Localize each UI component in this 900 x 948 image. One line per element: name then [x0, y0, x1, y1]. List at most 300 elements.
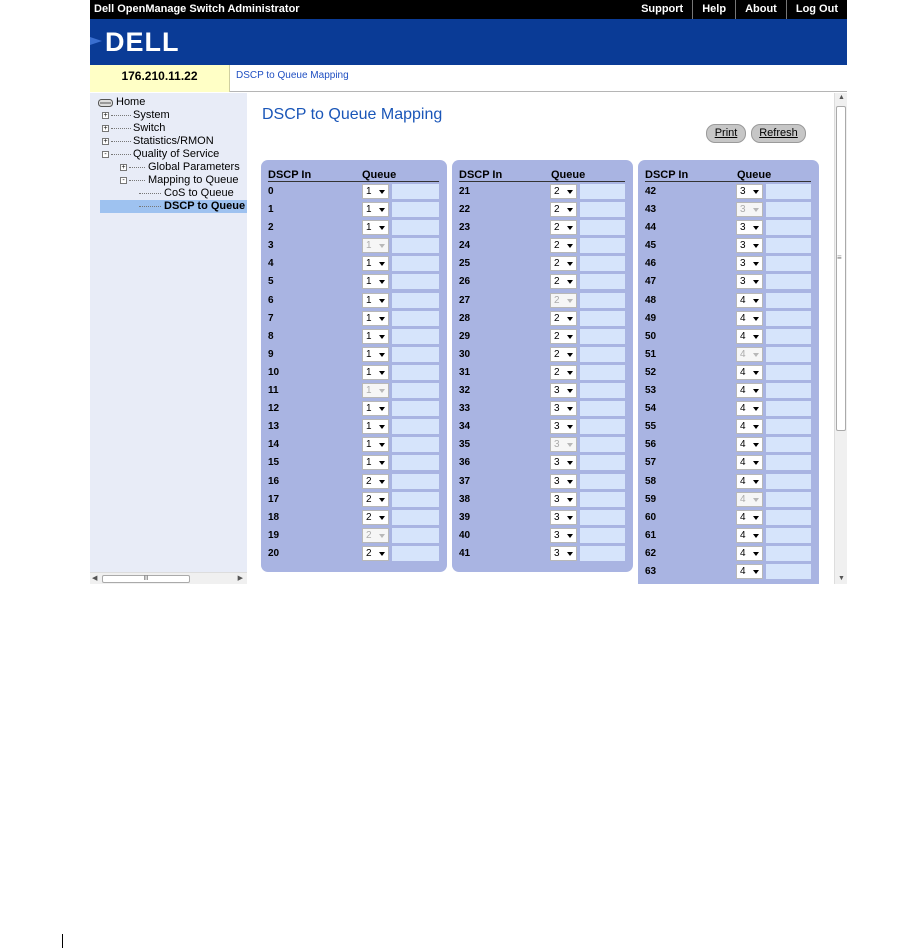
- dscp-row: [645, 329, 811, 347]
- queue-value: 1: [366, 276, 372, 288]
- dropdown-arrow-icon[interactable]: [753, 480, 759, 484]
- dscp-value: 27: [459, 294, 471, 306]
- queue-select[interactable]: [550, 528, 577, 543]
- queue-select[interactable]: [550, 455, 577, 470]
- queue-select[interactable]: [550, 220, 577, 235]
- queue-value: 2: [366, 547, 372, 559]
- dropdown-arrow-icon[interactable]: [379, 443, 385, 447]
- queue-select[interactable]: [550, 274, 577, 289]
- dropdown-arrow-icon[interactable]: [753, 299, 759, 303]
- dscp-row: [459, 329, 625, 347]
- dscp-row: [459, 474, 625, 492]
- queue-select[interactable]: [362, 274, 389, 289]
- queue-cell: [392, 256, 439, 271]
- dscp-row: [268, 365, 439, 383]
- queue-select: [550, 293, 577, 308]
- queue-value: 1: [366, 403, 372, 415]
- scroll-down-icon[interactable]: ▼: [838, 575, 845, 582]
- queue-select[interactable]: [362, 347, 389, 362]
- dropdown-arrow-icon[interactable]: [753, 552, 759, 556]
- queue-select[interactable]: [736, 293, 763, 308]
- dropdown-arrow-icon[interactable]: [567, 461, 573, 465]
- dropdown-arrow-icon[interactable]: [379, 226, 385, 230]
- dscp-row: [268, 202, 439, 220]
- logout-link[interactable]: Log Out: [786, 0, 847, 19]
- dropdown-arrow-icon[interactable]: [567, 190, 573, 194]
- queue-value: 4: [740, 366, 746, 378]
- dropdown-arrow-icon[interactable]: [567, 280, 573, 284]
- dropdown-arrow-icon[interactable]: [753, 226, 759, 230]
- dscp-value: 41: [459, 547, 471, 559]
- dscp-value: 22: [459, 204, 471, 216]
- queue-select[interactable]: [362, 329, 389, 344]
- tree-item-global-parameters[interactable]: [120, 161, 245, 174]
- dscp-row: [459, 202, 625, 220]
- queue-cell: [766, 202, 811, 217]
- queue-select[interactable]: [736, 329, 763, 344]
- dscp-row: [268, 528, 439, 546]
- queue-cell: [580, 220, 625, 235]
- dscp-panel-2: [452, 160, 633, 572]
- queue-select[interactable]: [736, 256, 763, 271]
- queue-select[interactable]: [362, 419, 389, 434]
- vertical-scrollbar[interactable]: [834, 93, 847, 584]
- queue-header: Queue: [737, 169, 772, 181]
- queue-select[interactable]: [362, 311, 389, 326]
- queue-select[interactable]: [736, 564, 763, 579]
- queue-cell: [766, 220, 811, 235]
- dscp-row: [268, 347, 439, 365]
- dropdown-arrow-icon[interactable]: [567, 208, 573, 212]
- dscp-row: [645, 202, 811, 220]
- queue-cell: [580, 419, 625, 434]
- dropdown-arrow-icon[interactable]: [753, 262, 759, 266]
- dropdown-arrow-icon[interactable]: [379, 461, 385, 465]
- dscp-value: 11: [268, 385, 279, 397]
- queue-select[interactable]: [550, 510, 577, 525]
- top-links: [632, 0, 847, 19]
- queue-value: 3: [740, 240, 746, 252]
- queue-cell: [392, 293, 439, 308]
- dscp-value: 30: [459, 348, 471, 360]
- about-link[interactable]: About: [735, 0, 786, 19]
- queue-select[interactable]: [550, 238, 577, 253]
- dscp-value: 13: [268, 421, 280, 433]
- collapse-icon[interactable]: -: [102, 151, 109, 158]
- dropdown-arrow-icon[interactable]: [567, 425, 573, 429]
- dscp-value: 15: [268, 457, 280, 469]
- queue-value: 4: [740, 547, 746, 559]
- queue-select[interactable]: [362, 437, 389, 452]
- queue-value: 2: [554, 222, 560, 234]
- queue-cell: [766, 256, 811, 271]
- queue-select[interactable]: [736, 474, 763, 489]
- queue-cell: [580, 383, 625, 398]
- queue-cell: [392, 347, 439, 362]
- dscp-value: 21: [459, 186, 471, 197]
- queue-select[interactable]: [550, 419, 577, 434]
- dropdown-arrow-icon[interactable]: [567, 335, 573, 339]
- page-title: DSCP to Queue Mapping: [262, 106, 443, 123]
- tree-label: Statistics/RMON: [133, 135, 214, 147]
- dscp-value: 1: [268, 204, 274, 216]
- panel-header: [459, 169, 625, 182]
- dscp-value: 51: [645, 348, 657, 360]
- dropdown-arrow-icon[interactable]: [753, 190, 759, 194]
- scroll-left-icon[interactable]: ◀: [92, 575, 98, 582]
- dscp-row: [645, 401, 811, 419]
- dropdown-arrow-icon[interactable]: [753, 371, 759, 375]
- queue-value: 2: [554, 258, 560, 270]
- queue-value: 3: [554, 421, 560, 433]
- queue-value: 1: [366, 457, 372, 469]
- dropdown-arrow-icon[interactable]: [379, 190, 385, 194]
- dscp-row: [645, 419, 811, 437]
- queue-select[interactable]: [736, 383, 763, 398]
- dscp-row: [459, 383, 625, 401]
- tree-item-quality-of-service[interactable]: [102, 148, 242, 161]
- dropdown-arrow-icon[interactable]: [379, 498, 385, 502]
- queue-select[interactable]: [362, 202, 389, 217]
- queue-select[interactable]: [362, 401, 389, 416]
- queue-select[interactable]: [362, 293, 389, 308]
- dscp-row: [268, 492, 439, 510]
- queue-select[interactable]: [362, 492, 389, 507]
- dscp-row: [268, 256, 439, 274]
- switch-admin-window: [90, 0, 847, 584]
- queue-cell: [766, 528, 811, 543]
- queue-cell: [766, 293, 811, 308]
- queue-cell: [392, 437, 439, 452]
- dropdown-arrow-icon[interactable]: [753, 461, 759, 465]
- dropdown-arrow-icon[interactable]: [567, 389, 573, 393]
- queue-select[interactable]: [362, 455, 389, 470]
- dropdown-arrow-icon: [379, 534, 385, 538]
- dscp-value: 34: [459, 421, 471, 433]
- dscp-value: 14: [268, 439, 280, 451]
- dropdown-arrow-icon: [753, 353, 759, 357]
- breadcrumb: DSCP to Queue Mapping: [236, 70, 349, 81]
- dropdown-arrow-icon[interactable]: [753, 244, 759, 248]
- tree-label: System: [133, 109, 170, 121]
- dscp-row: [268, 437, 439, 455]
- dscp-value: 6: [268, 294, 274, 306]
- queue-select[interactable]: [550, 329, 577, 344]
- dscp-row: [645, 528, 811, 546]
- dscp-value: 50: [645, 330, 657, 342]
- queue-value: 3: [554, 547, 560, 559]
- queue-select[interactable]: [362, 220, 389, 235]
- queue-value: 1: [366, 348, 372, 360]
- queue-value: 4: [740, 403, 746, 415]
- queue-select[interactable]: [362, 256, 389, 271]
- dscp-value: 49: [645, 312, 657, 324]
- dropdown-arrow-icon[interactable]: [753, 570, 759, 574]
- dscp-value: 9: [268, 348, 274, 360]
- dscp-row: [268, 274, 439, 292]
- dscp-value: 53: [645, 385, 657, 397]
- queue-value: 2: [366, 511, 372, 523]
- queue-select[interactable]: [362, 546, 389, 561]
- queue-header: Queue: [551, 169, 586, 181]
- dscp-value: 38: [459, 493, 471, 505]
- dropdown-arrow-icon[interactable]: [379, 516, 385, 520]
- dscp-row: [268, 184, 439, 202]
- dscp-value: 63: [645, 565, 657, 577]
- queue-value: 2: [554, 366, 560, 378]
- tree-item-home[interactable]: [98, 96, 238, 109]
- panel-header: [268, 169, 439, 182]
- tree-item-dscp-to-queue[interactable]: [100, 200, 247, 213]
- dropdown-arrow-icon[interactable]: [567, 480, 573, 484]
- dscp-row: [459, 510, 625, 528]
- dscp-value: 17: [268, 493, 280, 505]
- queue-value: 1: [366, 294, 372, 306]
- dscp-row: [645, 455, 811, 473]
- page-margin-mark: [62, 934, 63, 948]
- queue-select[interactable]: [736, 238, 763, 253]
- tree-item-statistics-rmon[interactable]: [102, 135, 242, 148]
- dscp-value: 23: [459, 222, 471, 234]
- dropdown-arrow-icon[interactable]: [379, 317, 385, 321]
- dscp-in-header: DSCP In: [645, 169, 689, 181]
- dropdown-arrow-icon[interactable]: [379, 407, 385, 411]
- queue-select[interactable]: [550, 311, 577, 326]
- dropdown-arrow-icon[interactable]: [567, 407, 573, 411]
- dropdown-arrow-icon[interactable]: [567, 516, 573, 520]
- tree-item-system[interactable]: [102, 109, 242, 122]
- dscp-row: [645, 293, 811, 311]
- dscp-value: 36: [459, 457, 471, 469]
- dscp-value: 35: [459, 439, 471, 451]
- dscp-value: 47: [645, 276, 657, 288]
- dscp-value: 4: [268, 258, 274, 270]
- queue-value: 1: [366, 186, 372, 197]
- dscp-row: [268, 329, 439, 347]
- dscp-row: [268, 455, 439, 473]
- queue-cell: [580, 546, 625, 561]
- scrollbar-thumb[interactable]: III: [102, 575, 190, 583]
- dscp-row: [268, 474, 439, 492]
- dscp-panel-1: [261, 160, 447, 572]
- queue-value: 3: [740, 204, 746, 216]
- queue-value: 3: [740, 186, 746, 197]
- dropdown-arrow-icon[interactable]: [379, 353, 385, 357]
- expand-icon[interactable]: +: [103, 112, 108, 119]
- expand-icon[interactable]: +: [103, 125, 108, 132]
- dscp-value: 37: [459, 475, 471, 487]
- dscp-rows: [459, 184, 625, 564]
- queue-select[interactable]: [550, 401, 577, 416]
- queue-select[interactable]: [550, 256, 577, 271]
- dscp-value: 48: [645, 294, 657, 306]
- queue-cell: [766, 510, 811, 525]
- queue-select[interactable]: [550, 546, 577, 561]
- queue-value: 4: [740, 565, 746, 577]
- queue-select[interactable]: [736, 455, 763, 470]
- queue-select[interactable]: [550, 347, 577, 362]
- dscp-row: [268, 401, 439, 419]
- expand-icon[interactable]: +: [121, 164, 126, 171]
- address-row: [90, 65, 847, 92]
- dropdown-arrow-icon[interactable]: [379, 371, 385, 375]
- dscp-rows: [645, 184, 811, 582]
- panel-header: [645, 169, 811, 182]
- expand-icon[interactable]: +: [103, 138, 108, 145]
- queue-select: [736, 492, 763, 507]
- home-icon: [98, 99, 113, 107]
- queue-select[interactable]: [550, 202, 577, 217]
- device-ip: 176.210.11.22: [90, 65, 230, 92]
- dscp-row: [459, 184, 625, 202]
- queue-select[interactable]: [736, 184, 763, 199]
- dropdown-arrow-icon[interactable]: [379, 280, 385, 284]
- dropdown-arrow-icon[interactable]: [379, 552, 385, 556]
- queue-select[interactable]: [362, 474, 389, 489]
- dropdown-arrow-icon[interactable]: [753, 407, 759, 411]
- dscp-value: 25: [459, 258, 471, 270]
- queue-select[interactable]: [736, 401, 763, 416]
- queue-select[interactable]: [362, 510, 389, 525]
- dropdown-arrow-icon[interactable]: [567, 552, 573, 556]
- collapse-icon[interactable]: -: [120, 177, 127, 184]
- dscp-value: 43: [645, 204, 657, 216]
- dscp-value: 59: [645, 493, 657, 505]
- queue-select[interactable]: [550, 492, 577, 507]
- dscp-rows: [268, 184, 439, 564]
- queue-value: 4: [740, 493, 746, 505]
- dell-logo: [90, 23, 210, 59]
- scrollbar-thumb[interactable]: [836, 106, 846, 431]
- tree-horizontal-scrollbar[interactable]: [90, 572, 247, 584]
- tree-item-mapping-to-queue[interactable]: [120, 174, 245, 187]
- tree-label: Global Parameters: [148, 161, 240, 173]
- queue-value: 4: [740, 312, 746, 324]
- dropdown-arrow-icon[interactable]: [753, 389, 759, 393]
- queue-select[interactable]: [550, 184, 577, 199]
- queue-select[interactable]: [550, 474, 577, 489]
- dropdown-arrow-icon[interactable]: [753, 317, 759, 321]
- dropdown-arrow-icon[interactable]: [379, 208, 385, 212]
- dscp-value: 46: [645, 258, 657, 270]
- scroll-right-icon[interactable]: ▶: [237, 575, 243, 582]
- dropdown-arrow-icon[interactable]: [753, 335, 759, 339]
- dscp-value: 52: [645, 366, 657, 378]
- dscp-row: [459, 546, 625, 564]
- queue-select[interactable]: [736, 546, 763, 561]
- dropdown-arrow-icon[interactable]: [567, 226, 573, 230]
- dropdown-arrow-icon[interactable]: [567, 498, 573, 502]
- tree-item-switch[interactable]: [102, 122, 242, 135]
- queue-select[interactable]: [736, 274, 763, 289]
- dscp-row: [268, 238, 439, 256]
- queue-value: 2: [554, 348, 560, 360]
- queue-select[interactable]: [736, 528, 763, 543]
- queue-select[interactable]: [736, 419, 763, 434]
- queue-value: 3: [554, 457, 560, 469]
- queue-cell: [580, 329, 625, 344]
- queue-cell: [580, 256, 625, 271]
- dropdown-arrow-icon[interactable]: [379, 480, 385, 484]
- queue-cell: [766, 329, 811, 344]
- dropdown-arrow-icon[interactable]: [567, 262, 573, 266]
- dropdown-arrow-icon[interactable]: [567, 371, 573, 375]
- queue-value: 2: [366, 475, 372, 487]
- dscp-row: [268, 293, 439, 311]
- refresh-button[interactable]: Refresh: [751, 124, 806, 143]
- queue-select[interactable]: [362, 365, 389, 380]
- dropdown-arrow-icon[interactable]: [379, 262, 385, 266]
- dropdown-arrow-icon[interactable]: [753, 534, 759, 538]
- scroll-up-icon[interactable]: ▲: [838, 94, 845, 101]
- queue-select: [362, 238, 389, 253]
- queue-cell: [392, 202, 439, 217]
- queue-select[interactable]: [736, 220, 763, 235]
- dropdown-arrow-icon[interactable]: [753, 443, 759, 447]
- dscp-row: [459, 311, 625, 329]
- dropdown-arrow-icon[interactable]: [753, 280, 759, 284]
- queue-value: 2: [554, 240, 560, 252]
- dropdown-arrow-icon[interactable]: [567, 534, 573, 538]
- queue-cell: [766, 184, 811, 199]
- help-link[interactable]: Help: [692, 0, 735, 19]
- print-button[interactable]: Print: [706, 124, 746, 143]
- queue-select[interactable]: [736, 437, 763, 452]
- queue-select[interactable]: [736, 510, 763, 525]
- dscp-row: [645, 383, 811, 401]
- dropdown-arrow-icon[interactable]: [753, 425, 759, 429]
- dscp-row: [645, 256, 811, 274]
- queue-select: [362, 528, 389, 543]
- dscp-row: [459, 492, 625, 510]
- queue-select[interactable]: [550, 383, 577, 398]
- tree-item-cos-to-queue[interactable]: [137, 187, 245, 200]
- dscp-value: 2: [268, 222, 274, 234]
- dropdown-arrow-icon[interactable]: [567, 353, 573, 357]
- dropdown-arrow-icon[interactable]: [567, 244, 573, 248]
- queue-select[interactable]: [362, 184, 389, 199]
- queue-cell: [580, 184, 625, 199]
- queue-select[interactable]: [736, 311, 763, 326]
- dscp-value: 60: [645, 511, 657, 523]
- dropdown-arrow-icon[interactable]: [379, 335, 385, 339]
- dropdown-arrow-icon[interactable]: [379, 425, 385, 429]
- support-link[interactable]: Support: [641, 3, 684, 15]
- queue-value: 1: [366, 222, 372, 234]
- dscp-in-header: DSCP In: [268, 169, 312, 181]
- dropdown-arrow-icon[interactable]: [567, 317, 573, 321]
- dscp-value: 28: [459, 312, 471, 324]
- queue-value: 4: [740, 529, 746, 541]
- queue-select[interactable]: [736, 365, 763, 380]
- queue-cell: [392, 238, 439, 253]
- dscp-value: 16: [268, 475, 280, 487]
- queue-value: 3: [554, 493, 560, 505]
- queue-value: 4: [740, 330, 746, 342]
- dropdown-arrow-icon[interactable]: [753, 516, 759, 520]
- queue-select[interactable]: [550, 365, 577, 380]
- queue-value: 4: [740, 348, 746, 360]
- dropdown-arrow-icon: [379, 244, 385, 248]
- dscp-value: 33: [459, 403, 471, 415]
- queue-value: 1: [366, 330, 372, 342]
- dropdown-arrow-icon[interactable]: [379, 299, 385, 303]
- queue-value: 1: [366, 421, 372, 433]
- queue-cell: [766, 564, 811, 579]
- queue-cell: [392, 419, 439, 434]
- dscp-row: [645, 437, 811, 455]
- queue-cell: [580, 347, 625, 362]
